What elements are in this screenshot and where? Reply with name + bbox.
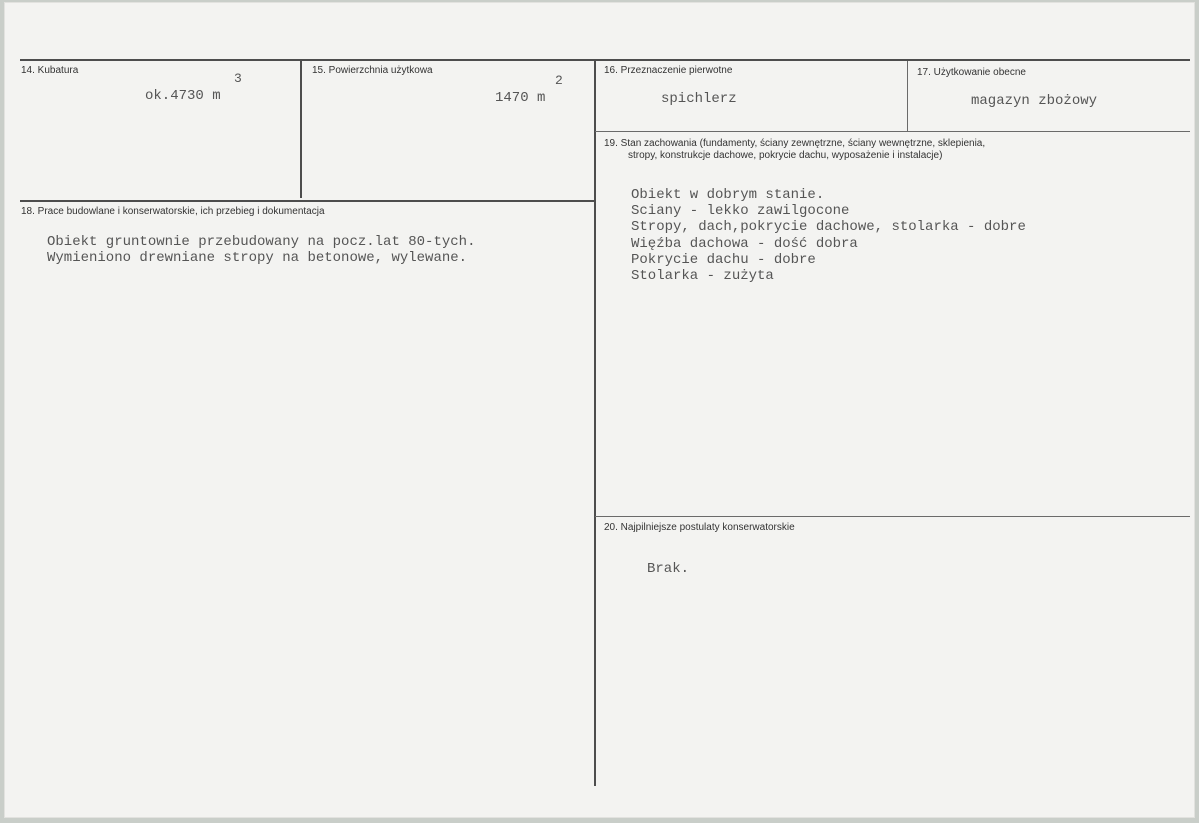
- top-rule: [20, 59, 1190, 61]
- field-20-value: Brak.: [647, 561, 690, 577]
- field-17-value: magazyn zbożowy: [971, 93, 1098, 109]
- divider-14-15: [300, 61, 302, 198]
- field-14-value: ok.4730 m: [145, 88, 221, 104]
- field-19-line: Stropy, dach,pokrycie dachowe, stolarka - dobre: [631, 219, 1026, 236]
- divider-16-17: [907, 61, 908, 131]
- field-14-label: 14. Kubatura: [21, 65, 79, 76]
- rule-above-18: [20, 200, 595, 202]
- rule-under-16-17: [595, 131, 1190, 132]
- field-20-label: 20. Najpilniejsze postulaty konserwatorskie: [604, 522, 795, 533]
- field-18-line: Wymieniono drewniane stropy na betonowe, wylewane.: [47, 250, 468, 267]
- field-19-label-line2: stropy, konstrukcje dachowe, pokrycie dachu, wyposażenie i instalacje): [628, 150, 943, 161]
- field-19-text: [631, 187, 1026, 284]
- field-17-label: 17. Użytkowanie obecne: [917, 67, 1026, 78]
- field-19-label-line1: 19. Stan zachowania (fundamenty, ściany zewnętrzne, ściany wewnętrzne, sklepienia,: [604, 138, 986, 149]
- field-18-line: Obiekt gruntownie przebudowany na pocz.lat 80-tych.: [47, 234, 476, 250]
- field-15-value: 1470 m: [495, 90, 546, 106]
- field-19-line: Więźba dachowa - dość dobra: [631, 235, 858, 252]
- field-18-label: 18. Prace budowlane i konserwatorskie, ich przebieg i dokumentacja: [21, 206, 325, 217]
- field-14-exponent: 3: [234, 71, 242, 86]
- field-19-line: Stolarka - zużyta: [631, 268, 774, 285]
- field-16-label: 16. Przeznaczenie pierwotne: [604, 65, 733, 76]
- field-15-label: 15. Powierzchnia użytkowa: [312, 65, 433, 76]
- rule-above-20: [595, 516, 1190, 517]
- field-19-line: Obiekt w dobrym stanie.: [631, 187, 825, 203]
- record-card: [4, 2, 1195, 818]
- field-19-line: Sciany - lekko zawilgocone: [631, 203, 850, 220]
- field-15-exponent: 2: [555, 73, 563, 88]
- field-16-value: spichlerz: [661, 91, 737, 107]
- center-divider: [594, 61, 596, 786]
- field-19-line: Pokrycie dachu - dobre: [631, 251, 816, 268]
- field-18-text: [47, 234, 475, 266]
